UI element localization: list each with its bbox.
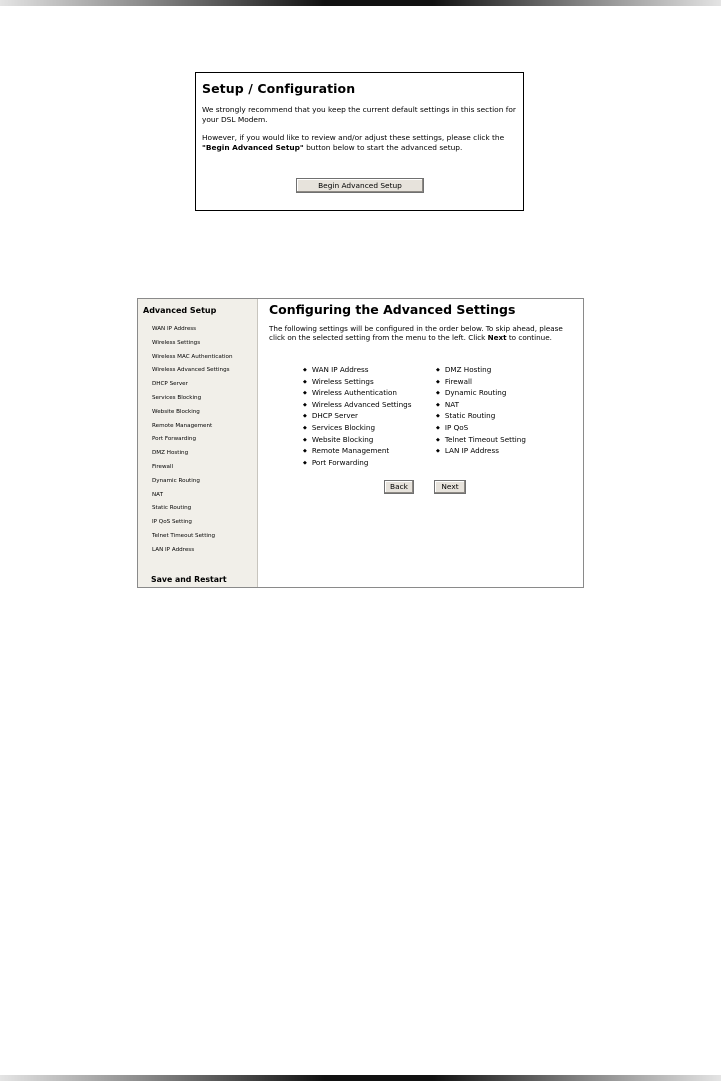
list-item: ◆ DMZ Hosting [436, 365, 526, 377]
sidebar-item-static-routing[interactable]: Static Routing [152, 505, 192, 512]
top-decorative-bar [0, 0, 721, 6]
list-item: ◆ WAN IP Address [303, 365, 411, 377]
list-item: ◆ NAT [436, 400, 526, 412]
sidebar-item-dynamic-routing[interactable]: Dynamic Routing [152, 477, 200, 484]
advanced-settings-panel [137, 298, 584, 588]
sidebar-item-services-blocking[interactable]: Services Blocking [152, 394, 202, 401]
sidebar-item-wireless-advanced-settings[interactable]: Wireless Advanced Settings [152, 367, 230, 374]
begin-advanced-setup-button[interactable]: Begin Advanced Setup [296, 178, 424, 193]
next-button[interactable]: Next [434, 480, 466, 494]
sidebar-item-lan-ip-address[interactable]: LAN IP Address [152, 546, 195, 553]
sidebar-item-port-forwarding[interactable]: Port Forwarding [152, 436, 197, 443]
back-button[interactable]: Back [384, 480, 414, 494]
intro-text [269, 325, 577, 343]
list-item: ◆ DHCP Server [303, 411, 411, 423]
sidebar-item-dhcp-server[interactable]: DHCP Server [152, 381, 188, 388]
sidebar-item-wan-ip-address[interactable]: WAN IP Address [152, 326, 197, 332]
sidebar-item-dmz-hosting[interactable]: DMZ Hosting [152, 450, 189, 457]
advanced-main-content [269, 299, 581, 587]
sidebar-item-wireless-settings[interactable]: Wireless Settings [152, 339, 201, 346]
settings-list-right [436, 365, 526, 458]
list-item: ◆ Port Forwarding [303, 458, 411, 470]
sidebar-title: Advanced Setup [143, 306, 217, 315]
setup-title: Setup / Configuration [202, 81, 356, 96]
sidebar-item-website-blocking[interactable]: Website Blocking [152, 408, 200, 415]
setup-recommendation-text: We strongly recommend that you keep the current default settings in this section for your DSL Modem. [202, 105, 516, 124]
list-item: ◆ Firewall [436, 377, 526, 389]
settings-list-left [303, 365, 411, 469]
list-item: ◆ Wireless Advanced Settings [303, 400, 411, 412]
sidebar-item-wireless-mac-authentication[interactable]: Wireless MAC Authentication [152, 353, 233, 360]
setup-instruction-bold: "Begin Advanced Setup" [202, 142, 304, 152]
sidebar-menu [152, 326, 232, 561]
sidebar-item-save-and-restart[interactable]: Save and Restart [151, 575, 227, 584]
list-item: ◆ Services Blocking [303, 423, 411, 435]
list-item: ◆ Telnet Timeout Setting [436, 435, 526, 447]
intro-bold: Next [487, 332, 507, 342]
setup-instruction-post: button below to start the advanced setup. [303, 142, 463, 152]
setup-instruction-pre: However, if you would like to review and/or adjust these settings, please click the [202, 133, 505, 143]
sidebar-item-nat[interactable]: NAT [152, 491, 163, 498]
sidebar-item-firewall[interactable]: Firewall [152, 463, 174, 470]
setup-instruction-text [202, 133, 517, 152]
list-item: ◆ Wireless Authentication [303, 388, 411, 400]
bottom-decorative-bar [0, 1075, 721, 1081]
intro-pre: The following settings will be configured in the order below. To skip ahead, please click on the selected setting from the menu to the left. Click [269, 324, 563, 342]
list-item: ◆ IP QoS [436, 423, 526, 435]
sidebar-item-telnet-timeout-setting[interactable]: Telnet Timeout Setting [152, 532, 216, 539]
page-title: Configuring the Advanced Settings [269, 302, 516, 317]
list-item: ◆ Remote Management [303, 446, 411, 458]
list-item: ◆ Website Blocking [303, 435, 411, 447]
sidebar-item-remote-management[interactable]: Remote Management [152, 422, 213, 429]
list-item: ◆ Static Routing [436, 411, 526, 423]
list-item: ◆ Wireless Settings [303, 377, 411, 389]
sidebar-item-ip-qos-setting[interactable]: IP QoS Setting [152, 519, 192, 526]
list-item: ◆ LAN IP Address [436, 446, 526, 458]
advanced-setup-sidebar [138, 299, 258, 587]
setup-configuration-panel [195, 72, 524, 211]
list-item: ◆ Dynamic Routing [436, 388, 526, 400]
intro-post: to continue. [506, 332, 552, 342]
